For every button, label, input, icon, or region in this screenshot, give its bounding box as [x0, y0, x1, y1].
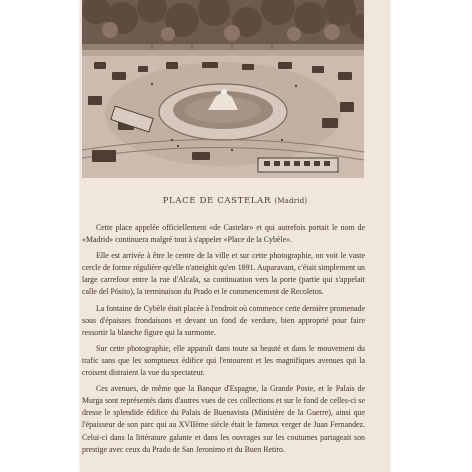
body-text: [82, 222, 365, 460]
paragraph: Ces avenues, de même que la Banque d'Espagne, la Grande Poste, et le Palais de Murga sont représentés dans d'autres vues de ces collections et sur le fond de celles-ci se dresse le splendide édifice du Palais de Buenavista (Ministère de la Guerre), ainsi que l'épaisseur de son parc qui au XVIIème siècle était le fameux verger de Juan Fernandez. Celui-ci dans la littérature galante et dans les ouvrages sur les coutumes partageait son prestige avec ceux du Prado de San Jeronimo et du Buen Retiro.: [82, 384, 365, 454]
caption-subtitle: (Madrid): [274, 197, 308, 205]
paragraph: Cette place appelée officiellement «de Castelar» et qui autrefois portait le nom de «Madrid» continuera malgré tout à s'appeler «Place de la Cybèle».: [82, 223, 365, 245]
paragraph: Sur cette photographie, elle apparaît dans toute sa beauté et dans le mouvement du trafic sans que les somptueux édifice qui l'entourent et les magnifiques avenues qui la croisent distraient la vue du spectateur.: [82, 343, 365, 378]
photograph-plaza: [82, 0, 364, 178]
caption-title: PLACE DE CASTELAR: [162, 196, 272, 206]
photo-caption: [80, 196, 390, 206]
postcard: [80, 0, 390, 472]
paragraph: Elle est arrivée à être le centre de la ville et sur cette photographie, on voit le vaste cercle de forme régulière qu'elle n'atteighit qu'en 1891. Auparavant, c'était simplement un large carrefour entre la rue d'Alcala, sa continuation vers la porte (partie qui s'appelait calle del Pósito), la terminaison du Prado et le commencement de Recoletos.: [82, 251, 365, 297]
paragraph: La fontaine de Cybèle était placée à l'endroit où commence cette dernière promenade sous d'épaisses frondaisons et devant un fond de verdure, bien approprié pour faire ressortir la blanche figure qui la surmonte.: [82, 303, 365, 337]
